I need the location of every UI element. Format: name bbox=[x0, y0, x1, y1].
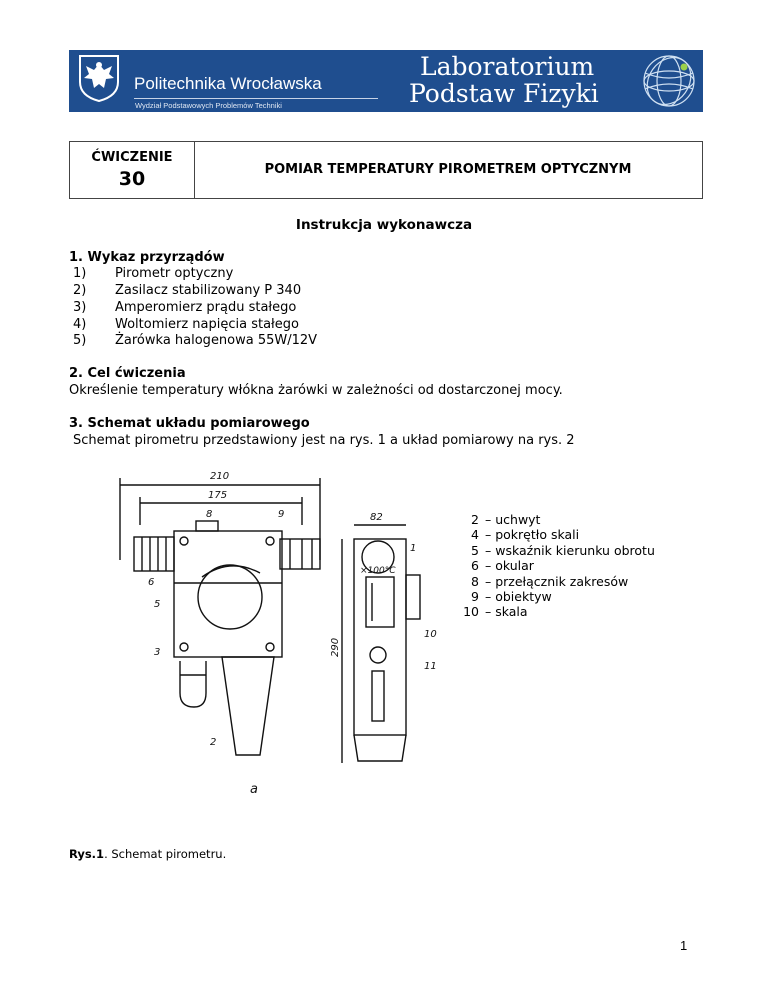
dim-290-label: 290 bbox=[330, 637, 341, 657]
part-label: 11 bbox=[424, 661, 437, 672]
list-item-text: Amperomierz prądu stałego bbox=[115, 300, 297, 315]
eagle-crest-icon bbox=[74, 52, 124, 102]
exercise-table bbox=[69, 141, 703, 199]
list-item-text: Zasilacz stabilizowany P 340 bbox=[115, 283, 302, 298]
figure-legend bbox=[455, 512, 655, 620]
page-number: 1 bbox=[680, 938, 688, 953]
part-label: 10 bbox=[424, 629, 437, 640]
exercise-label: ĆWICZENIE bbox=[91, 150, 173, 165]
exercise-cell bbox=[70, 142, 195, 198]
legend-row bbox=[455, 558, 655, 573]
list-item-number: 3) bbox=[73, 300, 87, 315]
list-item bbox=[73, 283, 301, 298]
list-item bbox=[73, 266, 233, 281]
list-item-number: 2) bbox=[73, 283, 87, 298]
university-name: Politechnika Wrocławska bbox=[134, 74, 322, 93]
legend-text: – pokrętło skali bbox=[485, 527, 580, 543]
legend-row bbox=[455, 512, 655, 527]
legend-row bbox=[455, 604, 655, 619]
part-label: 2 bbox=[210, 737, 217, 748]
caption-text: . Schemat pirometru. bbox=[104, 847, 227, 861]
faculty-name: Wydział Podstawowych Problemów Techniki bbox=[135, 101, 282, 110]
legend-key: 6 bbox=[471, 558, 479, 574]
legend-text: – przełącznik zakresów bbox=[485, 573, 629, 589]
section2-heading: 2. Cel ćwiczenia bbox=[69, 366, 186, 381]
caption-label: Rys.1 bbox=[69, 847, 105, 861]
list-item-number: 5) bbox=[73, 333, 87, 348]
header-banner bbox=[69, 50, 703, 112]
legend-text: – uchwyt bbox=[485, 512, 541, 527]
legend-key: 2 bbox=[471, 512, 479, 527]
part-label: 3 bbox=[154, 647, 161, 658]
section3-heading: 3. Schemat układu pomiarowego bbox=[69, 416, 310, 431]
document-subtitle: Instrukcja wykonawcza bbox=[295, 217, 473, 233]
figure-sub-label: a bbox=[250, 782, 258, 797]
legend-text: – wskaźnik kierunku obrotu bbox=[485, 542, 655, 558]
legend-key: 8 bbox=[471, 573, 479, 589]
part-label: 5 bbox=[154, 599, 161, 610]
list-item bbox=[73, 300, 296, 315]
dim-175-label: 175 bbox=[208, 490, 228, 501]
legend-row bbox=[455, 589, 655, 604]
exercise-number: 30 bbox=[118, 168, 146, 190]
list-item-number: 1) bbox=[73, 266, 87, 281]
legend-text: – skala bbox=[485, 604, 528, 620]
scale-label: ×100°C bbox=[360, 566, 396, 576]
section1-heading: 1. Wykaz przyrządów bbox=[69, 250, 225, 265]
section3-text: Schemat pirometru przedstawiony jest na rys. 1 a układ pomiarowy na rys. 2 bbox=[73, 433, 575, 448]
list-item-text: Żarówka halogenowa 55W/12V bbox=[115, 333, 318, 348]
legend-row bbox=[455, 574, 655, 589]
dim-82-label: 82 bbox=[370, 512, 383, 523]
pyrometer-schematic bbox=[110, 465, 450, 800]
part-label: 9 bbox=[278, 509, 285, 520]
legend-text: – okular bbox=[485, 558, 534, 574]
legend-row bbox=[455, 543, 655, 558]
dim-210-label: 210 bbox=[210, 471, 230, 482]
figure-caption bbox=[69, 847, 226, 861]
lab-title-line1: Laboratorium bbox=[420, 52, 595, 81]
legend-row bbox=[455, 527, 655, 542]
legend-key: 4 bbox=[471, 527, 479, 543]
legend-key: 9 bbox=[471, 589, 479, 605]
list-item-text: Pirometr optyczny bbox=[115, 266, 234, 281]
globe-logo-icon bbox=[641, 53, 697, 109]
list-item bbox=[73, 333, 317, 348]
list-item-number: 4) bbox=[73, 317, 87, 332]
legend-key: 5 bbox=[471, 542, 479, 558]
divider bbox=[134, 98, 378, 99]
legend-text: – obiektyw bbox=[485, 589, 552, 605]
legend-key: 10 bbox=[463, 604, 479, 620]
part-label: 6 bbox=[148, 577, 155, 588]
section2-text: Określenie temperatury włókna żarówki w zależności od dostarczonej mocy. bbox=[69, 383, 563, 398]
part-label: 1 bbox=[410, 543, 417, 554]
list-item bbox=[73, 317, 299, 332]
list-item-text: Woltomierz napięcia stałego bbox=[115, 317, 299, 332]
lab-title bbox=[409, 53, 599, 107]
exercise-title: POMIAR TEMPERATURY PIROMETREM OPTYCZNYM bbox=[264, 162, 632, 177]
part-label: 8 bbox=[206, 509, 213, 520]
lab-title-line2: Podstaw Fizyki bbox=[409, 79, 599, 108]
